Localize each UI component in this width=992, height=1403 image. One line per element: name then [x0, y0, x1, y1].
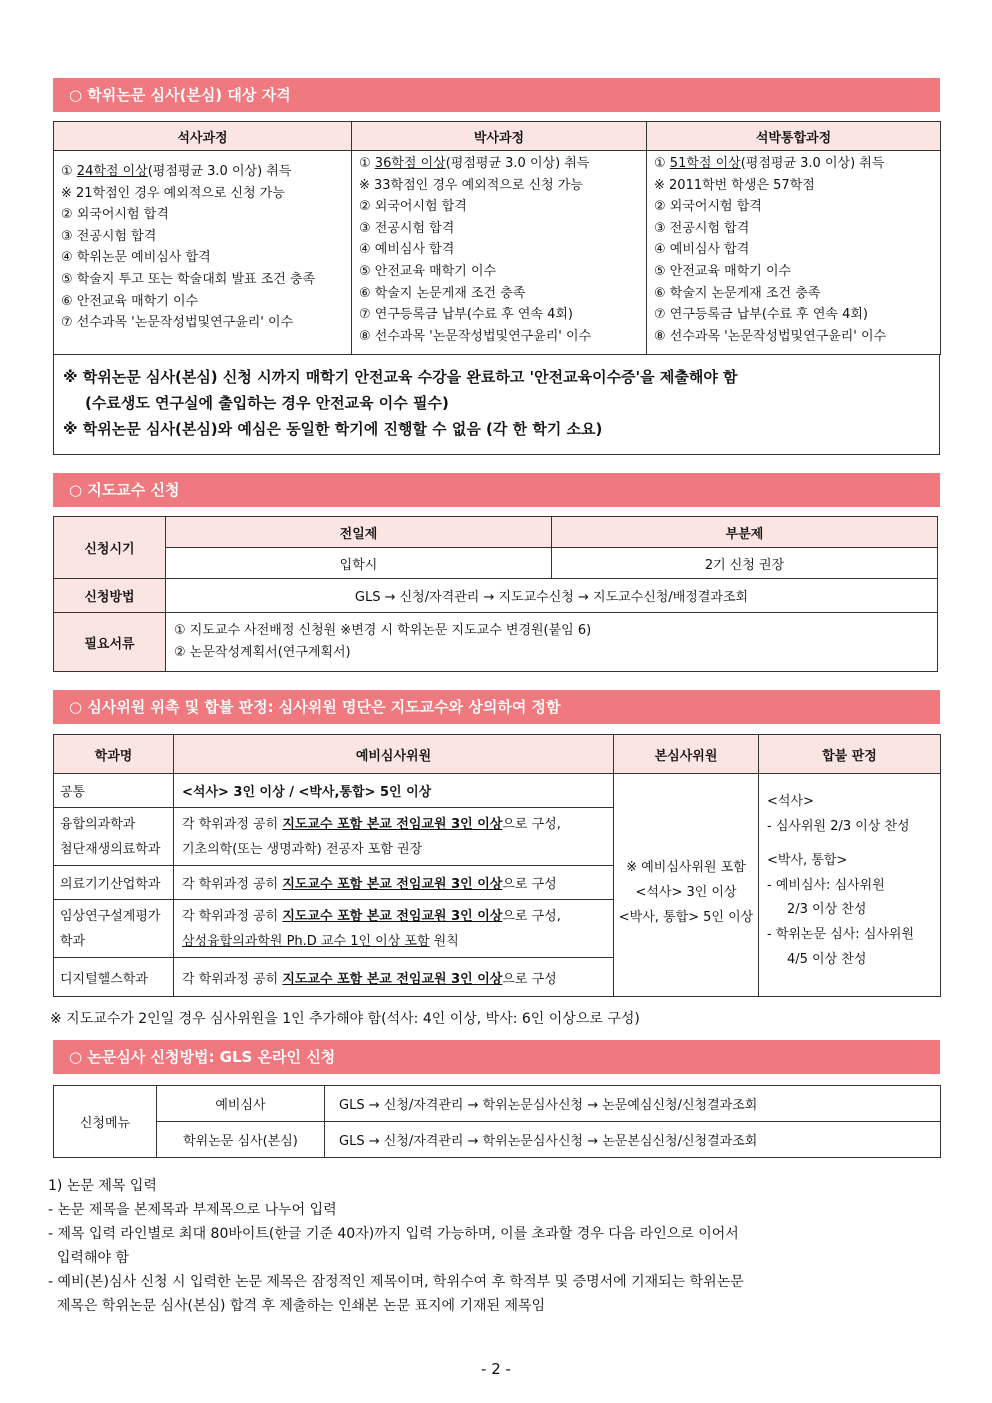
list-item: ③ 전공시험 합격 — [359, 220, 455, 236]
header-pre-committee: 예비심사위원 — [174, 735, 614, 774]
header-integrated: 석박통합과정 — [647, 122, 941, 151]
list-item: ※ 2011학번 학생은 57학점 — [654, 177, 815, 193]
committee-digital-health: 각 학위과정 공히 지도교수 포함 본교 전임교원 3인 이상으로 구성 — [174, 958, 614, 997]
integrated-requirements — [647, 151, 941, 355]
doctor-requirements — [352, 151, 647, 355]
list-item: ⑤ 학술지 투고 또는 학술대회 발표 조건 충족 — [61, 271, 316, 287]
list-item: ④ 학위논문 예비심사 합격 — [61, 250, 211, 266]
master-requirements — [54, 151, 352, 355]
committee-common: <석사> 3인 이상 / <박사,통합> 5인 이상 — [174, 774, 614, 808]
judgement-cell: <석사> - 심사위원 2/3 이상 찬성 <박사, 통합> - 예비심사: 심사위원 2/3 이상 찬성 - 학위논문 심사: 심사위원 4/5 이상 찬성 — [759, 774, 941, 997]
application-menu-table — [53, 1085, 941, 1158]
list-item: ④ 예비심사 합격 — [359, 242, 455, 258]
list-item: ② 외국어시험 합격 — [61, 207, 169, 223]
safety-note-sub: (수료생도 연구실에 출입하는 경우 안전교육 이수 필수) — [85, 394, 449, 412]
menu-label: 신청메뉴 — [54, 1086, 157, 1158]
section-title-application: ○ 논문심사 신청방법: GLS 온라인 신청 — [53, 1040, 940, 1074]
menu-pre-review-path: GLS → 신청/자격관리 → 학위논문심사신청 → 논문예심신청/신청결과조회 — [325, 1086, 941, 1122]
body-line: - 논문 제목을 본제목과 부제목으로 나누어 입력 — [48, 1202, 337, 1218]
list-item: ⑧ 선수과목 '논문작성법및연구윤리' 이수 — [654, 328, 887, 344]
dept-digital-health: 디지털헬스학과 — [54, 958, 174, 997]
fulltime-value: 입학시 — [166, 548, 552, 579]
section-title-advisor: ○ 지도교수 신청 — [53, 473, 940, 507]
method-label: 신청방법 — [54, 579, 166, 613]
list-item: ※ 33학점인 경우 예외적으로 신청 가능 — [359, 177, 583, 193]
list-item: ⑦ 연구등록금 납부(수료 후 연속 4회) — [654, 307, 868, 323]
committee-footnote: ※ 지도교수가 2인일 경우 심사위원을 1인 추가해야 함(석사: 4인 이상, 박사: 6인 이상으로 구성) — [50, 1011, 640, 1027]
list-item: ⑥ 학술지 논문게재 조건 충족 — [359, 285, 526, 301]
list-item: ⑤ 안전교육 매학기 이수 — [359, 263, 497, 279]
list-item: ① 지도교수 사전배정 신청원 ※변경 시 학위논문 지도교수 변경원(붙임 6) — [174, 623, 592, 639]
dept-clinical-research: 임상연구설계평가 학과 — [54, 900, 174, 958]
header-dept: 학과명 — [54, 735, 174, 774]
list-item: ① 24학점 이상(평점평균 3.0 이상) 취득 — [61, 164, 292, 179]
committee-convergence: 각 학위과정 공히 지도교수 포함 본교 전임교원 3인 이상으로 구성, 기초의학(또는 생명과학) 전공자 포함 권장 — [174, 808, 614, 866]
list-item: ② 논문작성계획서(연구계획서) — [174, 645, 351, 660]
section-title-committee: ○ 심사위원 위촉 및 합불 판정: 심사위원 명단은 지도교수와 상의하여 정함 — [53, 690, 940, 724]
list-item: ⑦ 선수과목 '논문작성법및연구윤리' 이수 — [61, 315, 294, 331]
header-judgement: 합불 판정 — [759, 735, 941, 774]
committee-clinical-research: 각 학위과정 공히 지도교수 포함 본교 전임교원 3인 이상으로 구성, 삼성융합의과학원 Ph.D 교수 1인 이상 포함 원칙 — [174, 900, 614, 958]
body-line: - 예비(본)심사 신청 시 입력한 논문 제목은 잠정적인 제목이며, 학위수여 후 학적부 및 증명서에 기재되는 학위논문 — [48, 1274, 744, 1290]
list-item: ⑦ 연구등록금 납부(수료 후 연속 4회) — [359, 307, 573, 323]
period-label: 신청시기 — [54, 517, 166, 579]
list-item: ③ 전공시험 합격 — [654, 220, 750, 236]
list-item: ⑥ 안전교육 매학기 이수 — [61, 293, 199, 309]
committee-table — [53, 734, 941, 997]
list-item: ③ 전공시험 합격 — [61, 228, 157, 244]
method-value: GLS → 신청/자격관리 → 지도교수신청 → 지도교수신청/배정결과조회 — [166, 579, 938, 613]
list-item: ① 36학점 이상(평점평균 3.0 이상) 취득 — [359, 156, 590, 171]
list-item: ① 51학점 이상(평점평균 3.0 이상) 취득 — [654, 156, 885, 171]
list-item: ⑥ 학술지 논문게재 조건 충족 — [654, 285, 821, 301]
list-item: ② 외국어시험 합격 — [359, 199, 467, 215]
fulltime-header: 전일제 — [166, 517, 552, 548]
body-line: 입력해야 함 — [48, 1250, 129, 1266]
safety-note: ※ 학위논문 심사(본심) 신청 시까지 매학기 안전교육 수강을 완료하고 '안전교육이수증'을 제출해야 함 — [63, 368, 738, 386]
eligibility-notes — [53, 354, 940, 455]
committee-medical-device: 각 학위과정 공히 지도교수 포함 본교 전임교원 3인 이상으로 구성 — [174, 866, 614, 900]
body-line: 제목은 학위논문 심사(본심) 합격 후 제출하는 인쇄본 논문 표지에 기재된 제목임 — [48, 1298, 546, 1314]
parttime-header: 부분제 — [552, 517, 938, 548]
menu-main-review: 학위논문 심사(본심) — [157, 1122, 325, 1158]
section-title-eligibility: ○ 학위논문 심사(본심) 대상 자격 — [53, 78, 940, 112]
dept-common: 공통 — [54, 774, 174, 808]
header-main-committee: 본심사위원 — [614, 735, 759, 774]
eligibility-table — [53, 121, 941, 355]
body-line: - 제목 입력 라인별로 최대 80바이트(한글 기준 40자)까지 입력 가능하며, 이를 초과할 경우 다음 라인으로 이어서 — [48, 1226, 739, 1242]
dept-medical-device: 의료기기산업학과 — [54, 866, 174, 900]
list-item: ④ 예비심사 합격 — [654, 242, 750, 258]
main-committee-cell: ※ 예비심사위원 포함 <석사> 3인 이상 <박사, 통합> 5인 이상 — [614, 774, 759, 997]
parttime-value: 2기 신청 권장 — [552, 548, 938, 579]
header-master: 석사과정 — [54, 122, 352, 151]
list-item: ② 외국어시험 합격 — [654, 199, 762, 215]
list-item: ⑤ 안전교육 매학기 이수 — [654, 263, 792, 279]
body-line: 1) 논문 제목 입력 — [48, 1178, 157, 1194]
same-semester-note: ※ 학위논문 심사(본심)와 예심은 동일한 학기에 진행할 수 없음 (각 한 학기 소요) — [63, 420, 603, 438]
docs-label: 필요서류 — [54, 613, 166, 672]
list-item: ⑧ 선수과목 '논문작성법및연구윤리' 이수 — [359, 328, 592, 344]
menu-main-review-path: GLS → 신청/자격관리 → 학위논문심사신청 → 논문본심신청/신청결과조회 — [325, 1122, 941, 1158]
advisor-table — [53, 516, 938, 672]
list-item: ※ 21학점인 경우 예외적으로 신청 가능 — [61, 185, 285, 201]
header-doctor: 박사과정 — [352, 122, 647, 151]
docs-list — [166, 613, 938, 672]
menu-pre-review: 예비심사 — [157, 1086, 325, 1122]
dept-convergence: 융합의과학과 첨단재생의료학과 — [54, 808, 174, 866]
page-number: - 2 - — [481, 1360, 511, 1378]
